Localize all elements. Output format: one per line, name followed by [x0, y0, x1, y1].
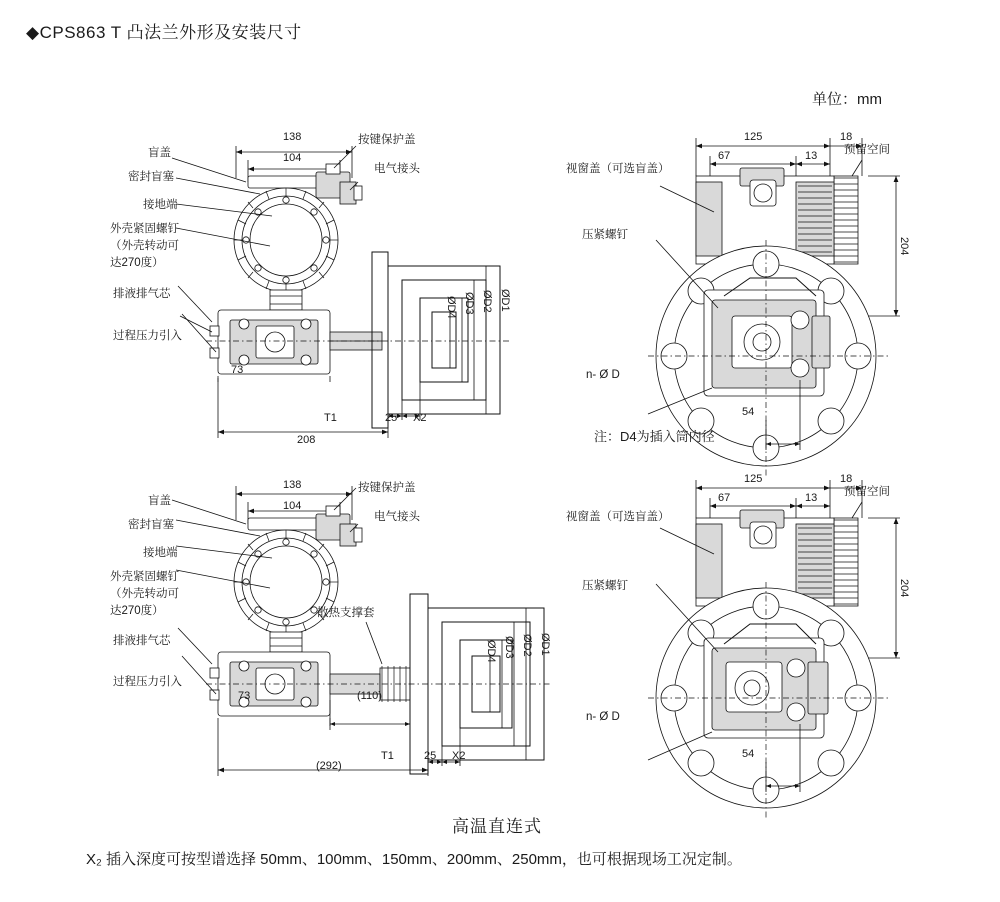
dim-x2-tl: X2 — [413, 412, 427, 424]
dim-t1-bl: T1 — [381, 750, 394, 762]
figure-top-left-svg — [120, 120, 520, 450]
label-reserved-space-br: 预留空间 — [844, 486, 890, 498]
dim-204-br: 204 — [898, 579, 910, 598]
dim-d2-tl: ØD2 — [481, 290, 493, 313]
label-window-cover-br: 视窗盖（可选盲盖） — [566, 511, 670, 523]
figure-bottom-left — [120, 468, 560, 798]
label-blind-cover-tl: 盲盖 — [148, 147, 171, 159]
dim-18-tr: 18 — [840, 131, 853, 143]
dim-13-br: 13 — [805, 492, 818, 504]
dim-d3-bl: ØD3 — [503, 636, 515, 659]
dim-67-br: 67 — [718, 492, 731, 504]
dim-13-tr: 13 — [805, 150, 818, 162]
label-housing-screw-note2-tl: 达270度） — [110, 257, 164, 269]
label-ground-bl: 接地端 — [143, 547, 178, 559]
dim-x2-bl: X2 — [452, 750, 466, 762]
label-hole-note-tr: n- Ø D — [586, 369, 620, 381]
dim-204-tr: 204 — [898, 237, 910, 256]
label-process-inlet-tl: 过程压力引入 — [113, 330, 182, 342]
dim-d3-tl: ØD3 — [463, 292, 475, 315]
dim-25-bl: 25 — [424, 750, 437, 762]
label-blind-cover-bl: 盲盖 — [148, 495, 171, 507]
label-drain-vent-bl: 排液排气芯 — [113, 635, 171, 647]
figure-bottom-left-svg — [120, 468, 560, 798]
dim-125-tr: 125 — [744, 131, 763, 143]
dim-25-tl: 25 — [385, 412, 398, 424]
note-d4: 注：D4为插入筒内径 — [594, 429, 715, 444]
label-key-cover-tl: 按键保护盖 — [358, 134, 416, 146]
dim-d2-bl: ØD2 — [521, 634, 533, 657]
label-key-cover-bl: 按键保护盖 — [358, 482, 416, 494]
dim-t1-tl: T1 — [324, 412, 337, 424]
label-electrical-connector-bl: 电气接头 — [374, 511, 420, 523]
page-title: ◆CPS863 T 凸法兰外形及安装尺寸 — [26, 23, 302, 42]
label-clamp-screw-br: 压紧螺钉 — [582, 580, 628, 592]
dim-138-tl: 138 — [283, 131, 302, 143]
label-reserved-space-tr: 预留空间 — [844, 144, 890, 156]
label-housing-screw-note2-bl: 达270度） — [110, 605, 164, 617]
label-housing-screw-note1-bl: （外壳转动可 — [110, 588, 179, 600]
dim-d4-bl: ØD4 — [485, 640, 497, 663]
label-housing-screw-note1-tl: （外壳转动可 — [110, 240, 179, 252]
label-electrical-connector-tl: 电气接头 — [374, 163, 420, 175]
dim-54-tr: 54 — [742, 406, 755, 418]
dim-292-bl: (292) — [316, 760, 342, 772]
label-hole-note-br: n- Ø D — [586, 711, 620, 723]
dim-138-bl: 138 — [283, 479, 302, 491]
label-housing-screw-bl: 外壳紧固螺钉 — [110, 571, 179, 583]
figure-top-left — [120, 120, 520, 450]
label-window-cover-tr: 视窗盖（可选盲盖） — [566, 163, 670, 175]
label-clamp-screw-tr: 压紧螺钉 — [582, 229, 628, 241]
dim-18-br: 18 — [840, 473, 853, 485]
label-heatsink-sleeve-bl: 散热支撑套 — [317, 607, 375, 619]
dim-125-br: 125 — [744, 473, 763, 485]
label-seal-plug-bl: 密封盲塞 — [128, 519, 174, 531]
dim-54-br: 54 — [742, 748, 755, 760]
label-housing-screw-tl: 外壳紧固螺钉 — [110, 223, 179, 235]
label-drain-vent-tl: 排液排气芯 — [113, 288, 171, 300]
label-seal-plug-tl: 密封盲塞 — [128, 171, 174, 183]
dim-d4-tl: ØD4 — [445, 296, 457, 319]
bottom-caption: 高温直连式 — [452, 817, 542, 836]
bottom-note: X₂ 插入深度可按型谱选择 50mm、100mm、150mm、200mm、250mm，也可根据现场工况定制。 — [86, 851, 742, 868]
dim-104-bl: 104 — [283, 500, 302, 512]
dim-d1-tl: ØD1 — [499, 289, 511, 312]
dim-104-tl: 104 — [283, 152, 302, 164]
unit-note: 单位：mm — [812, 91, 882, 108]
dim-67-tr: 67 — [718, 150, 731, 162]
dim-208-tl: 208 — [297, 434, 316, 446]
dim-73-tl: 73 — [231, 364, 244, 376]
dim-d1-bl: ØD1 — [539, 633, 551, 656]
label-ground-tl: 接地端 — [143, 199, 178, 211]
label-process-inlet-bl: 过程压力引入 — [113, 676, 182, 688]
dim-73-bl: 73 — [238, 690, 251, 702]
dim-110-bl: (110) — [357, 690, 382, 702]
